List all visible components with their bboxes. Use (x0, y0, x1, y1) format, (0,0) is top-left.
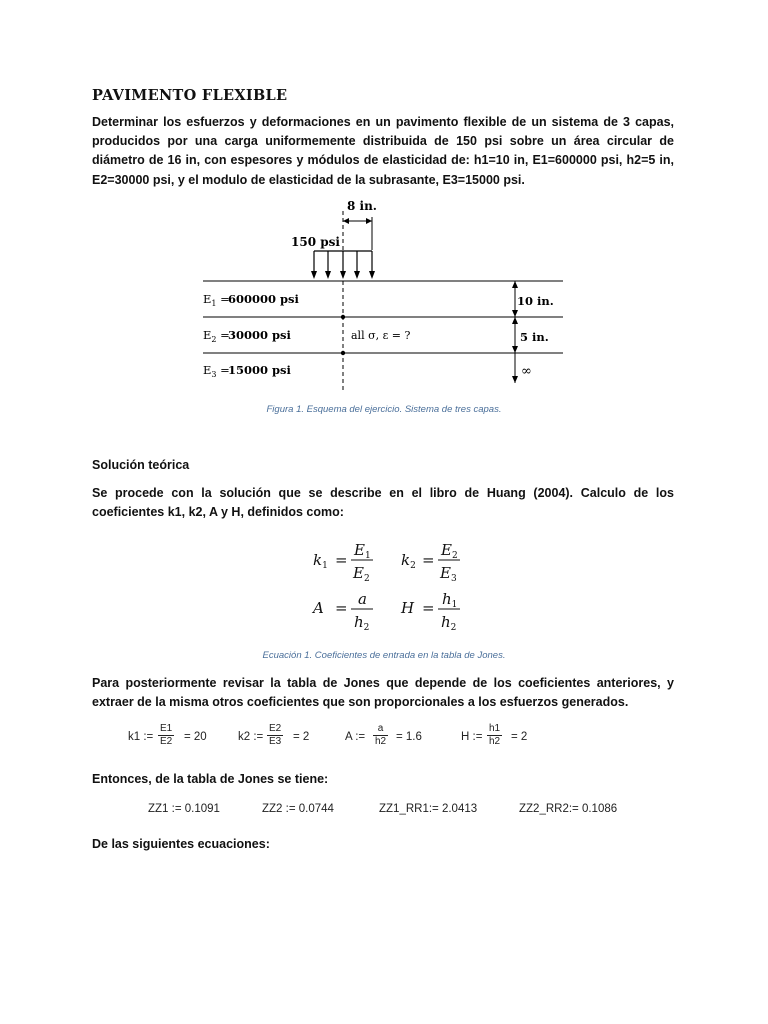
jones-zz2-rr2: ZZ2_RR2:= 0.1086 (519, 803, 618, 815)
e3-label: 15000 psi (228, 363, 291, 377)
calc-H-result: = 2 (511, 731, 528, 743)
e2-symbol: $E_2$ = (203, 328, 230, 344)
solution-paragraph: Se procede con la solución que se describe en el libro de Huang (2004). Calculo de los coeficientes k1, k2, A y H, definidos como: (92, 486, 674, 520)
calc-k2-num: E2 (269, 723, 282, 734)
eq-k1: $k_1$ (313, 551, 328, 571)
inf-arrow (512, 376, 518, 383)
radius-arrow-right (366, 218, 372, 224)
eq-k1-den: $E_2$ (353, 564, 370, 584)
jones-zz2: ZZ2 := 0.0744 (262, 803, 334, 815)
eq-H: H (401, 599, 415, 617)
calc-A-fraction (373, 723, 388, 748)
intro-paragraph: Determinar los esfuerzos y deformaciones en un pavimento flexible de un sistema de 3 capas, producidos por una carga uniformemente distribuida de 150 psi sobre un área circular de diámetro de 16 in, con espesores y módulos de elasticidad de: h1=10 in, E1=600000 psi, h2=5 in, E2=30000 psi, y el modulo de elasticidad de la subrasante, E3=15000 psi. (92, 115, 674, 187)
eq-H-num: $h_1$ (442, 590, 458, 610)
eq-k2-den: $E_3$ (440, 564, 457, 584)
jones-zz1: ZZ1 := 0.1091 (148, 803, 220, 815)
eq-equals-4: = (422, 599, 435, 617)
eq-A-den: $h_2$ (354, 613, 370, 633)
calc-k1-result: = 20 (184, 731, 207, 743)
solution-heading: Solución teórica (92, 458, 190, 472)
calc-H-den: h2 (489, 736, 501, 747)
infinity-label: ∞ (521, 364, 532, 379)
point-interface-1 (341, 315, 345, 319)
h2-arrow-up (512, 317, 518, 324)
calc-k2-fraction (267, 723, 283, 748)
h2-arrow-down (512, 346, 518, 353)
figure-caption: Figura 1. Esquema del ejercicio. Sistema de tres capas. (266, 404, 502, 415)
eq-equals-2: = (422, 551, 435, 569)
calc-k2-den: E3 (269, 736, 282, 747)
jones-zz1-rr1: ZZ1_RR1:= 2.0413 (379, 803, 478, 815)
load-arrows (311, 251, 375, 279)
eq-H-den: $h_2$ (441, 613, 457, 633)
eq-k1-num: $E_1$ (354, 541, 371, 561)
center-question: all σ, ε = ? (351, 329, 411, 342)
calc-H-num: h1 (489, 723, 501, 734)
jones-table-intro: Entonces, de la tabla de Jones se tiene: (92, 772, 329, 786)
equation-caption: Ecuación 1. Coeficientes de entrada en la tabla de Jones. (262, 650, 506, 661)
figure-three-layer-scheme (195, 193, 570, 398)
h1-arrow-down (512, 310, 518, 317)
jones-paragraph: Para posteriormente revisar la tabla de Jones que depende de los coeficientes anteriores, y extraer de la misma otros coeficientes que son proporcionales a los esfuerzos generados. (92, 676, 674, 710)
e1-label: 600000 psi (228, 292, 299, 306)
calc-A-lhs: A := (345, 731, 366, 743)
page-title: PAVIMENTO FLEXIBLE (92, 87, 288, 104)
eq-k2: $k_2$ (401, 551, 416, 571)
eq-A-num: a (358, 590, 367, 608)
calc-A-num: a (373, 723, 388, 736)
calc-k1-fraction (158, 723, 174, 748)
calc-A-den: h2 (375, 736, 387, 747)
eq-equals-3: = (335, 599, 348, 617)
h1-arrow-up (512, 281, 518, 288)
calc-k1-den: E2 (160, 736, 173, 747)
calc-H-lhs: H := (461, 731, 483, 743)
point-interface-2 (341, 351, 345, 355)
following-equations-text: De las siguientes ecuaciones: (92, 837, 270, 851)
eq-A: A (313, 599, 324, 617)
calc-H-fraction (487, 723, 502, 748)
e3-symbol: $E_3$ = (203, 363, 230, 379)
e2-label: 30000 psi (228, 328, 291, 342)
radius-arrow-left (343, 218, 349, 224)
h2-label: 5 in. (520, 330, 549, 344)
eq-equals-1: = (335, 551, 348, 569)
h1-label: 10 in. (517, 294, 554, 308)
eq-k2-num: $E_2$ (441, 541, 458, 561)
calc-k1-lhs: k1 := (128, 731, 154, 743)
radius-label: 8 in. (347, 199, 377, 213)
load-label: 150 psi (291, 235, 340, 249)
calc-k1-num: E1 (160, 723, 173, 734)
equation-block (305, 538, 480, 638)
e1-symbol: $E_1$ = (203, 292, 230, 308)
calc-A-result: = 1.6 (396, 731, 422, 743)
calc-k2-result: = 2 (293, 731, 310, 743)
calc-k2-lhs: k2 := (238, 731, 264, 743)
